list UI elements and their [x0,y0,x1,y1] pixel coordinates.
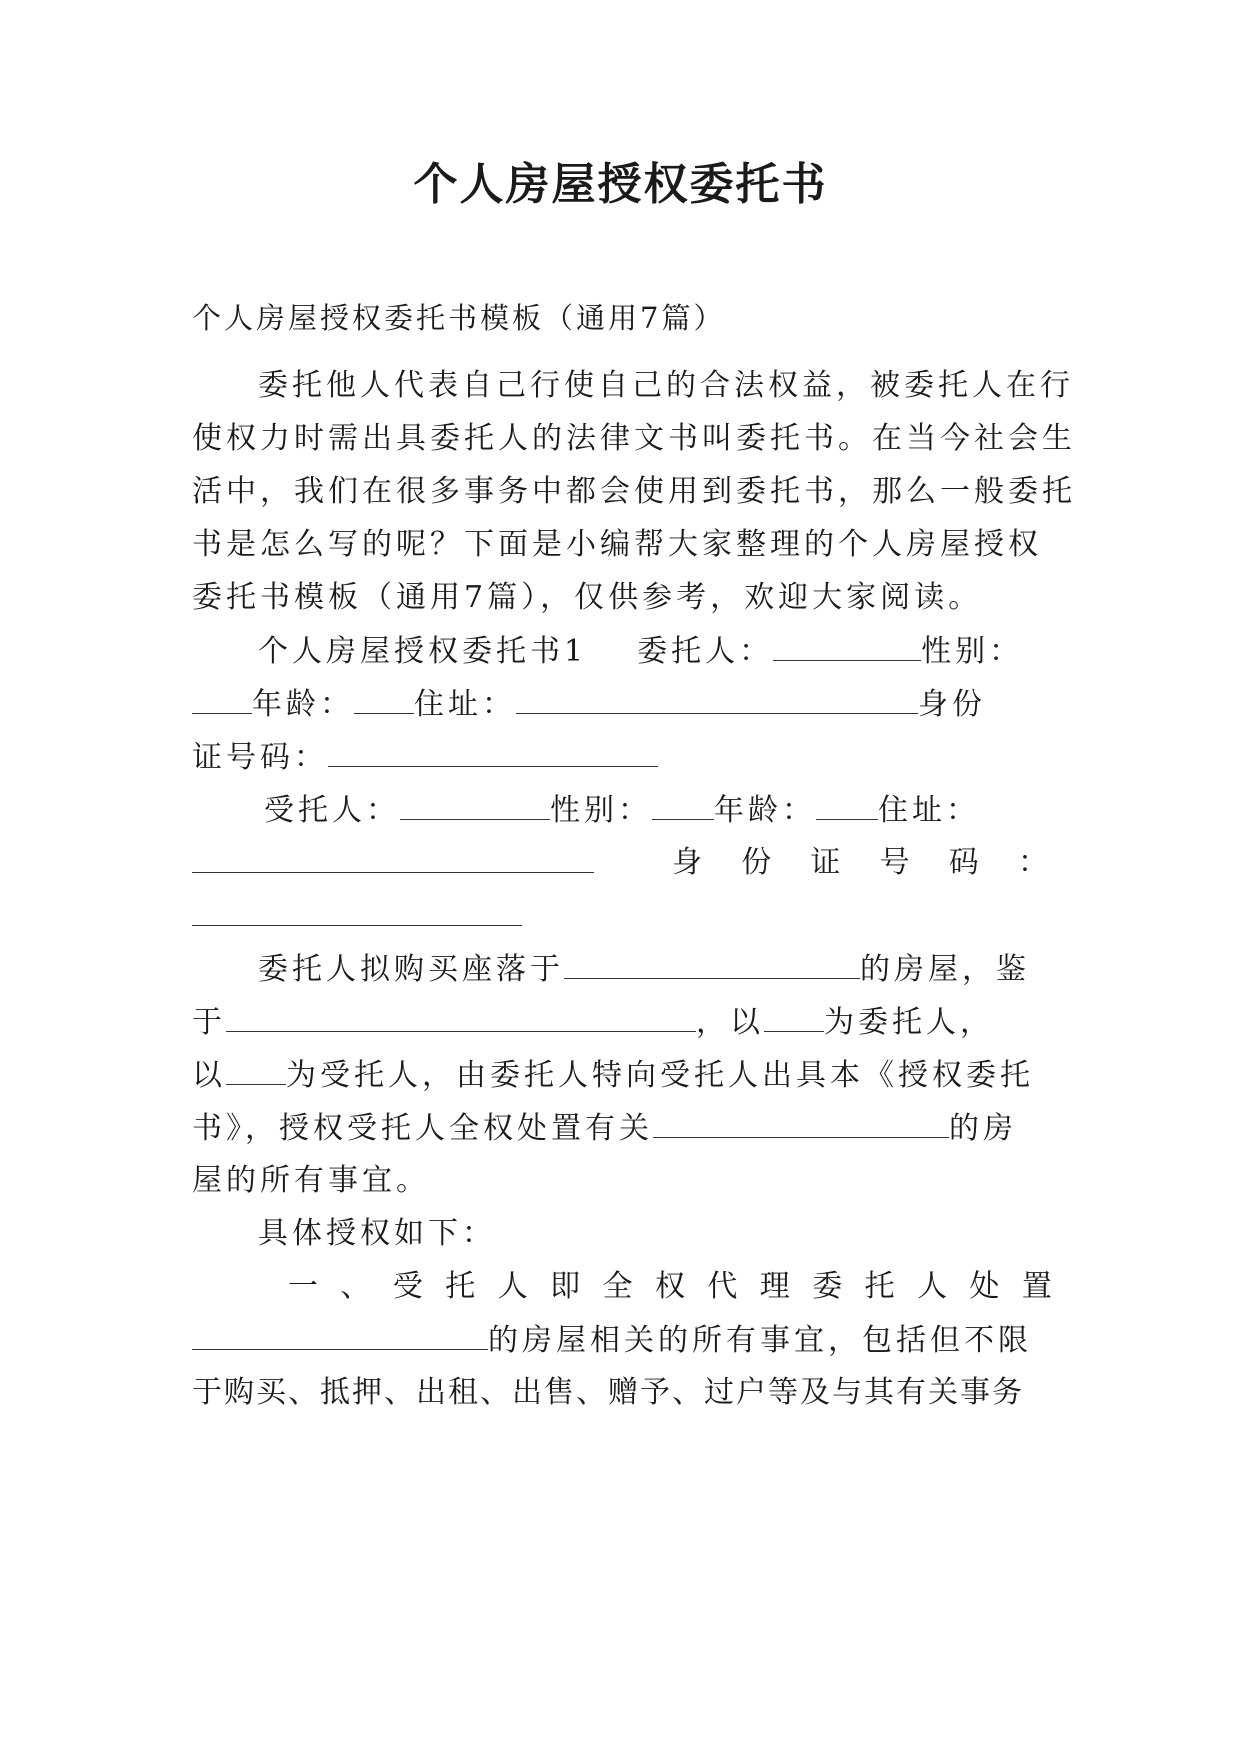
purchase-line-1: 委托人拟购买座落于 的房屋，鉴 [258,952,1030,987]
section-heading: 个人房屋授权委托书1 [258,634,588,669]
agent-name-blank[interactable] [400,791,550,820]
agent-age-label: 年龄： [714,793,816,828]
purchase-line-4: 书》，授权受托人全权处置有关 的房 [192,1111,1017,1146]
agent-address-label: 住址： [878,793,980,828]
gender-label: 性别： [921,634,1024,669]
document-title: 个人房屋授权委托书 [413,159,828,210]
agent-address-blank[interactable] [192,844,594,873]
property-location-blank[interactable] [564,950,860,979]
intro-line-1: 委托他人代表自己行使自己的合法权益，被委托人在行 [258,368,1074,403]
document-subtitle: 个人房屋授权委托书模板（通用7篇） [192,301,726,335]
principal-gender-blank[interactable] [192,685,252,714]
intro-line-2: 使权力时需出具委托人的法律文书叫委托书。在当今社会生 [192,421,1076,456]
agent-age-blank[interactable] [816,791,878,820]
item1-line-1: 一 、 受 托 人 即 全 权 代 理 委 托 人 处 置 [288,1269,1052,1304]
item1-line-2: 的房屋相关的所有事宜，包括但不限 [192,1321,1052,1360]
specific-heading: 具体授权如下： [258,1216,496,1251]
agent-gender-label: 性别： [550,793,652,828]
intro-line-3: 活中，我们在很多事务中都会使用到委托书，那么一般委托 [192,474,1076,509]
principal-ref-blank[interactable] [764,1003,824,1032]
principal-address-blank[interactable] [516,685,918,714]
agent-row-2 [192,844,1052,883]
reason-blank[interactable] [226,1003,696,1032]
agent-ref-blank[interactable] [226,1056,286,1085]
agent-id-label: 身 份 证 号 码 ： [672,845,1052,880]
principal-age-blank[interactable] [354,685,414,714]
principal-row-2 [192,685,1052,724]
principal-label: 委托人： [637,634,774,669]
purchase-line-5: 屋的所有事宜。 [192,1163,430,1198]
purchase-line-2: 于 ，以 为委托人， [192,1005,994,1040]
item1-line-3: 于购买、抵押、出租、出售、赠予、过户等及与其有关事务 [192,1375,1024,1410]
intro-line-5: 委托书模板（通用7篇），仅供参考，欢迎大家阅读。 [192,580,983,615]
age-label: 年龄： [252,687,354,722]
item1-property-blank[interactable] [192,1321,488,1350]
principal-row-3 [192,738,1052,777]
principal-name-blank[interactable] [773,632,921,661]
purchase-line-3: 以 为受托人，由委托人特向受托人出具本《授权委托 [192,1058,1034,1093]
address-label: 住址： [414,687,516,722]
agent-gender-blank[interactable] [652,791,714,820]
agent-row-3 [192,897,1052,936]
principal-id-blank[interactable] [328,738,658,767]
agent-row [264,791,1058,830]
property-blank[interactable] [653,1109,949,1138]
intro-line-4: 书是怎么写的呢？下面是小编帮大家整理的个人房屋授权 [192,527,1042,562]
agent-label: 受托人： [264,793,400,828]
agent-id-blank[interactable] [192,897,522,926]
principal-row [258,632,1052,671]
id-label-part1: 身份 [918,687,986,722]
id-label-part2: 证号码： [192,740,328,775]
